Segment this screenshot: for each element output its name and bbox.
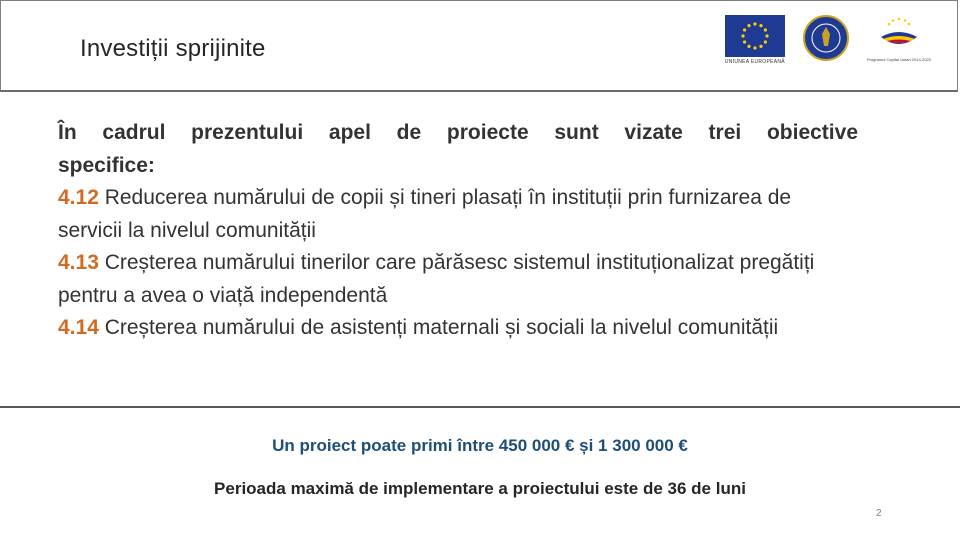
logo-bar — [725, 15, 931, 65]
intro-line-2: specifice: — [58, 153, 155, 177]
intro-line: În cadrul prezentului apel de proiecte sunt vizate trei obiective — [58, 121, 858, 144]
eu-logo — [725, 15, 785, 65]
objective-code: 4.14 — [58, 316, 99, 339]
eu-flag-icon — [725, 15, 785, 57]
objective-text: Reducerea numărului de copii și tineri plasați în instituții prin furnizarea de servicii la nivelul comunității — [58, 186, 792, 242]
budget-info: Un proiect poate primi între 450 000 € și 1 300 000 € — [272, 436, 688, 455]
objective-item — [58, 247, 858, 312]
slide-title: Investiții sprijinite — [80, 35, 266, 62]
objective-text: Creșterea numărului tinerilor care părăsesc sistemul instituționalizat pregătiți pentru a avea o viață independentă — [58, 251, 815, 307]
page-number: 2 — [876, 508, 882, 519]
objective-item — [58, 312, 858, 345]
mipe-logo — [867, 15, 931, 62]
mipe-logo-icon — [873, 15, 925, 55]
slide-header — [0, 0, 958, 92]
eu-caption: UNIUNEA EUROPEANĂ — [724, 59, 785, 65]
implementation-period: Perioada maximă de implementare a proiectului este de 36 de luni — [214, 479, 746, 498]
gov-logo — [803, 15, 849, 61]
objective-text: Creșterea numărului de asistenți maternali și sociali la nivelul comunității — [98, 316, 779, 339]
objective-code: 4.13 — [58, 251, 99, 274]
objectives-text — [58, 117, 858, 345]
objective-code: 4.12 — [58, 186, 99, 209]
romanian-government-seal-icon — [803, 15, 849, 61]
objective-item — [58, 182, 858, 247]
divider — [0, 406, 960, 408]
mipe-caption: Programul Capital Uman 2014-2020 — [866, 57, 931, 62]
